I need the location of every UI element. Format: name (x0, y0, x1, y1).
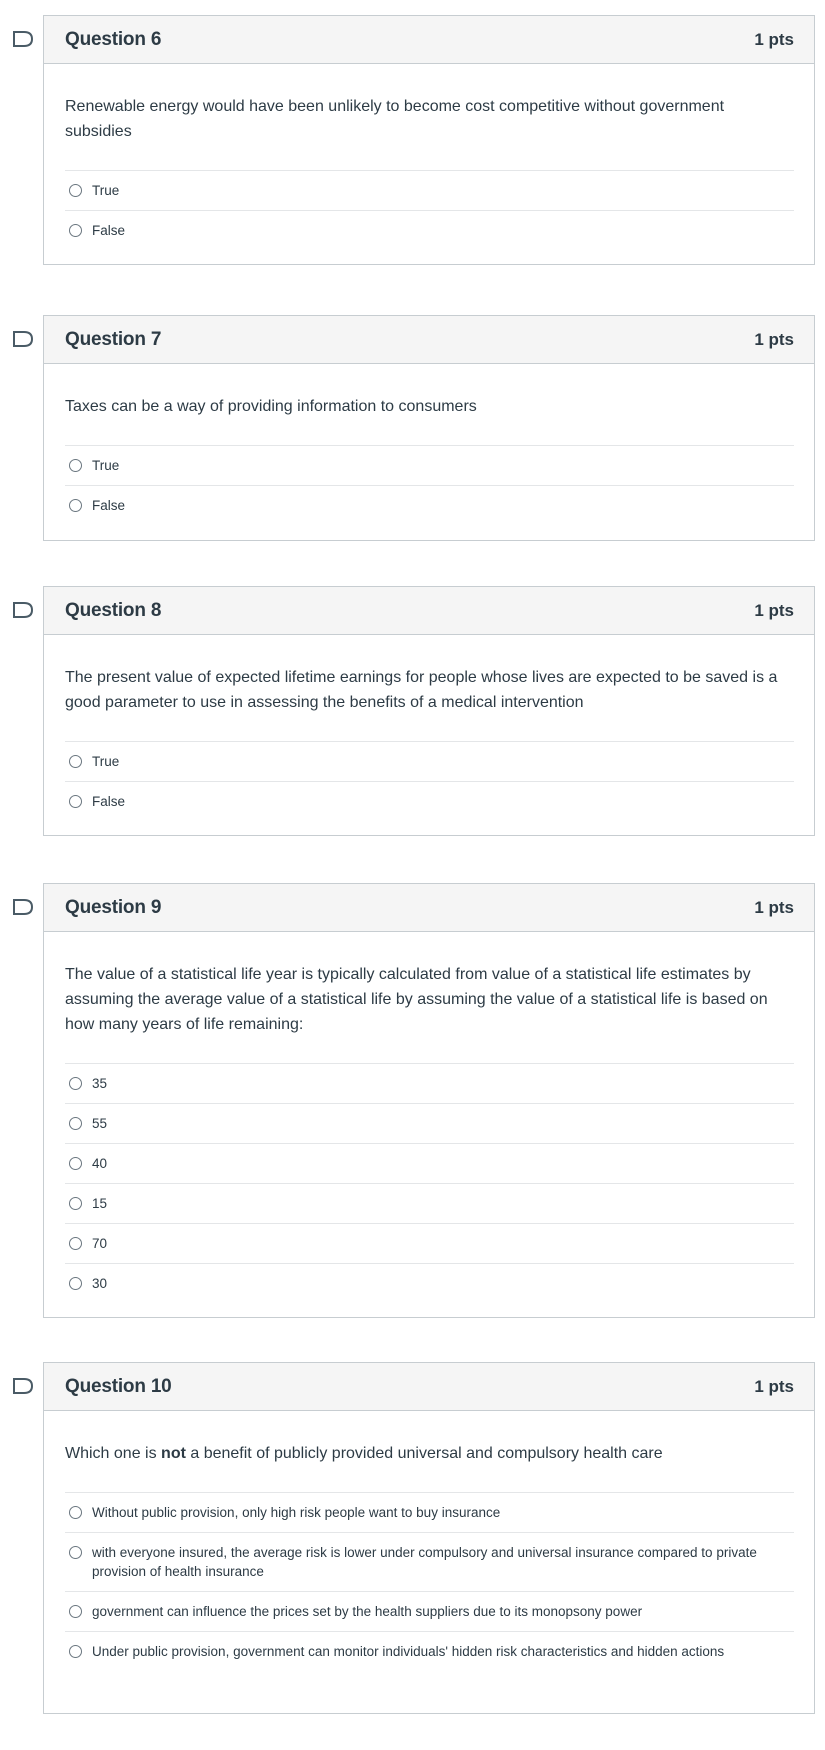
answer-list (65, 1492, 794, 1671)
answer-option[interactable] (65, 1532, 794, 1591)
answer-option[interactable] (65, 445, 794, 485)
answer-list (65, 170, 794, 250)
answer-label[interactable]: False (92, 794, 126, 809)
flag-icon[interactable] (12, 30, 34, 48)
answer-option[interactable] (65, 485, 794, 525)
question-points: 1 pts (754, 897, 794, 917)
question-title: Question 9 (65, 896, 162, 918)
answer-label[interactable]: Under public provision, government can monitor individuals' hidden risk characteristics and hidden actions (92, 1644, 725, 1659)
answer-option[interactable] (65, 1143, 794, 1183)
answer-label[interactable]: government can influence the prices set by the health suppliers due to its monopsony power (92, 1604, 643, 1619)
answer-option[interactable] (65, 1103, 794, 1143)
question-card (43, 315, 815, 541)
question-text-part: Renewable energy would have been unlikely to become cost competitive without government subsidies (65, 98, 725, 140)
question-body (44, 635, 814, 821)
answer-list (65, 445, 794, 525)
question-title: Question 10 (65, 1375, 172, 1397)
flag-icon[interactable] (12, 601, 34, 619)
question-body (44, 364, 814, 525)
radio-button[interactable] (69, 1197, 82, 1210)
radio-button[interactable] (69, 755, 82, 768)
question-text-part: The present value of expected lifetime earnings for people whose lives are expected to be saved is a good parameter to use in assessing the benefits of a medical intervention (65, 669, 778, 711)
question-points: 1 pts (754, 329, 794, 349)
question-text-part: Taxes can be a way of providing information to consumers (65, 398, 477, 415)
answer-option[interactable] (65, 1263, 794, 1303)
radio-button[interactable] (69, 499, 82, 512)
answer-option[interactable] (65, 1631, 794, 1671)
question-header (44, 316, 814, 364)
answer-option[interactable] (65, 741, 794, 781)
answer-label[interactable]: True (92, 754, 120, 769)
question-header (44, 884, 814, 932)
radio-button[interactable] (69, 1645, 82, 1658)
answer-option[interactable] (65, 1223, 794, 1263)
answer-label[interactable]: 40 (92, 1156, 108, 1171)
answer-label[interactable]: False (92, 498, 126, 513)
flag-icon[interactable] (12, 330, 34, 348)
answer-option[interactable] (65, 1492, 794, 1532)
question-text (65, 665, 794, 715)
radio-button[interactable] (69, 1546, 82, 1559)
question-card (43, 883, 815, 1318)
radio-button[interactable] (69, 1605, 82, 1618)
question-title: Question 8 (65, 599, 162, 621)
radio-button[interactable] (69, 1237, 82, 1250)
answer-label[interactable]: with everyone insured, the average risk is lower under compulsory and universal insurance compared to private provision of health insurance (92, 1545, 757, 1579)
question-header (44, 16, 814, 64)
question-text-emphasis: not (161, 1445, 186, 1462)
question-header (44, 587, 814, 635)
answer-label[interactable]: True (92, 458, 120, 473)
question-text-part: a benefit of publicly provided universal and compulsory health care (185, 1445, 663, 1462)
radio-button[interactable] (69, 1157, 82, 1170)
question-points: 1 pts (754, 600, 794, 620)
radio-button[interactable] (69, 459, 82, 472)
radio-button[interactable] (69, 184, 82, 197)
radio-button[interactable] (69, 1506, 82, 1519)
question-text-part: Which one is (65, 1445, 162, 1462)
answer-label[interactable]: 30 (92, 1276, 108, 1291)
answer-label[interactable]: False (92, 223, 126, 238)
answer-label[interactable]: 55 (92, 1116, 108, 1131)
question-title: Question 7 (65, 328, 162, 350)
question-text (65, 394, 794, 419)
radio-button[interactable] (69, 795, 82, 808)
question-body (44, 932, 814, 1303)
answer-label[interactable]: 15 (92, 1196, 108, 1211)
radio-button[interactable] (69, 1117, 82, 1130)
question-card (43, 1362, 815, 1714)
answer-option[interactable] (65, 1063, 794, 1103)
question-card (43, 586, 815, 836)
question-body (44, 64, 814, 250)
question-text (65, 94, 794, 144)
radio-button[interactable] (69, 1277, 82, 1290)
question-points: 1 pts (754, 1376, 794, 1396)
question-points: 1 pts (754, 29, 794, 49)
answer-option[interactable] (65, 781, 794, 821)
question-title: Question 6 (65, 28, 162, 50)
question-text (65, 1441, 794, 1466)
answer-label[interactable]: 35 (92, 1076, 108, 1091)
radio-button[interactable] (69, 1077, 82, 1090)
answer-option[interactable] (65, 1591, 794, 1631)
answer-list (65, 741, 794, 821)
answer-list (65, 1063, 794, 1303)
answer-label[interactable]: Without public provision, only high risk people want to buy insurance (92, 1505, 501, 1520)
answer-option[interactable] (65, 1183, 794, 1223)
question-text (65, 962, 794, 1037)
answer-label[interactable]: True (92, 183, 120, 198)
question-body (44, 1411, 814, 1671)
answer-option[interactable] (65, 170, 794, 210)
flag-icon[interactable] (12, 898, 34, 916)
radio-button[interactable] (69, 224, 82, 237)
question-header (44, 1363, 814, 1411)
question-card (43, 15, 815, 265)
answer-label[interactable]: 70 (92, 1236, 108, 1251)
answer-option[interactable] (65, 210, 794, 250)
flag-icon[interactable] (12, 1377, 34, 1395)
question-text-part: The value of a statistical life year is typically calculated from value of a statistical life estimates by assuming the average value of a statistical life by assuming the value of a statistical life is based on how many years of life remaining: (65, 966, 768, 1033)
